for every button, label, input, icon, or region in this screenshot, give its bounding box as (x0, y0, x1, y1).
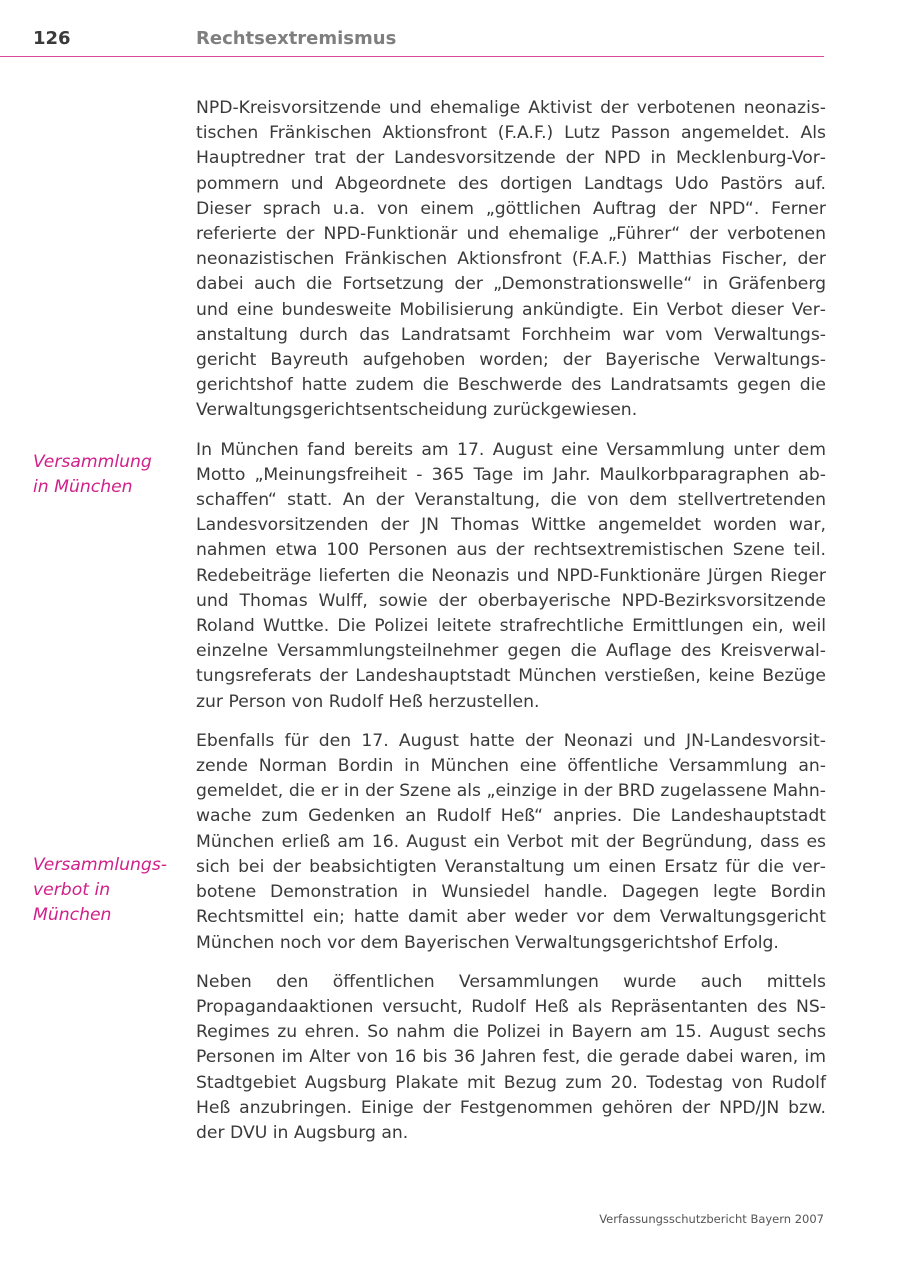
paragraph: In München fand bereits am 17. August eine Versammlung unter dem Motto „Meinungsfreiheit - 365 Tage im Jahr. Maulkorbparagraphen abschaffen“ statt. An der Veranstaltung, die von dem stellvertretenden Landesvorsitzenden der JN Thomas Wittke angemeldet worden war, nahmen etwa 100 Personen aus der rechtsextremistischen Szene teil. Redebeiträge lieferten die Neonazis und NPD-Funktionäre Jürgen Rieger und Thomas Wulff, sowie der oberbayerische NPD-Bezirksvorsitzende Roland Wuttke. Die Polizei leitete strafrechtliche Ermittlungen ein, weil einzelne Versammlungsteilnehmer gegen die Auflage des Kreisverwaltungsreferats der Landeshauptstadt München verstießen, keine Bezüge zur Person von Rudolf Heß herzustellen. (196, 439, 826, 712)
paragraph: Ebenfalls für den 17. August hatte der Neonazi und JN-Landesvorsitzende Norman Bordin in München eine öffentliche Versammlung angemeldet, die er in der Szene als „einzige in der BRD zugelassene Mahnwache zum Gedenken an Rudolf Heß“ anpries. Die Landeshauptstadt München erließ am 16. August ein Verbot mit der Begründung, dass es sich bei der beabsichtigten Veranstaltung um einen Ersatz für die verbotene Demonstration in Wunsiedel handle. Dagegen legte Bordin Rechtsmittel ein; hatte damit aber weder vor dem Verwaltungsgericht München noch vor dem Bayerischen Verwaltungsgerichtshof Erfolg. (196, 730, 826, 953)
header-divider (0, 56, 824, 57)
margin-note-line: Versammlung (33, 452, 152, 472)
body-text-column (196, 96, 826, 1160)
margin-note-versammlungsverbot (33, 853, 193, 929)
page-header (0, 0, 900, 60)
margin-note-line: Versammlungs- (33, 855, 167, 875)
margin-note-line: verbot in München (33, 880, 112, 926)
paragraph: NPD-Kreisvorsitzende und ehemalige Aktivist der verbotenen neonazistischen Fränkischen Aktionsfront (F.A.F.) Lutz Passon angemeldet. Als Hauptredner trat der Landesvorsitzende der NPD in Mecklenburg-Vorpommern und Abgeordnete des dortigen Landtags Udo Pastörs auf. Dieser sprach u.a. von einem „göttlichen Auftrag der NPD“. Ferner referierte der NPD-Funktionär und ehemalige „Führer“ der verbotenen neonazistischen Fränkischen Aktionsfront (F.A.F.) Matthias Fischer, der dabei auch die Fortsetzung der „Demonstrationswelle“ in Gräfenberg und eine bundesweite Mobilisierung ankündigte. Ein Verbot dieser Veranstaltung durch das Landratsamt Forchheim war vom Verwaltungsgericht Bayreuth aufgehoben worden; der Bayerische Verwaltungsgerichtshof hatte zudem die Beschwerde des Landratsamts gegen die Verwaltungsgerichtsentscheidung zurückgewiesen. (196, 98, 826, 421)
page-number: 126 (33, 28, 71, 49)
page-footer: Verfassungsschutzbericht Bayern 2007 (599, 1212, 824, 1226)
chapter-title: Rechtsextremismus (196, 28, 397, 49)
margin-note-line: in München (33, 477, 133, 498)
margin-note-versammlung-muenchen (33, 450, 193, 500)
paragraph: Neben den öffentlichen Versammlungen wurde auch mittels Propagandaaktionen versucht, Rudolf Heß als Repräsentanten des NS-Regimes zu ehren. So nahm die Polizei in Bayern am 15. August sechs Personen im Alter von 16 bis 36 Jahren fest, die gerade dabei waren, im Stadtgebiet Augsburg Plakate mit Bezug zum 20. Todestag von Rudolf Heß anzubringen. Einige der Festgenommen gehören der NPD/JN bzw. der DVU in Augsburg an. (196, 971, 826, 1143)
